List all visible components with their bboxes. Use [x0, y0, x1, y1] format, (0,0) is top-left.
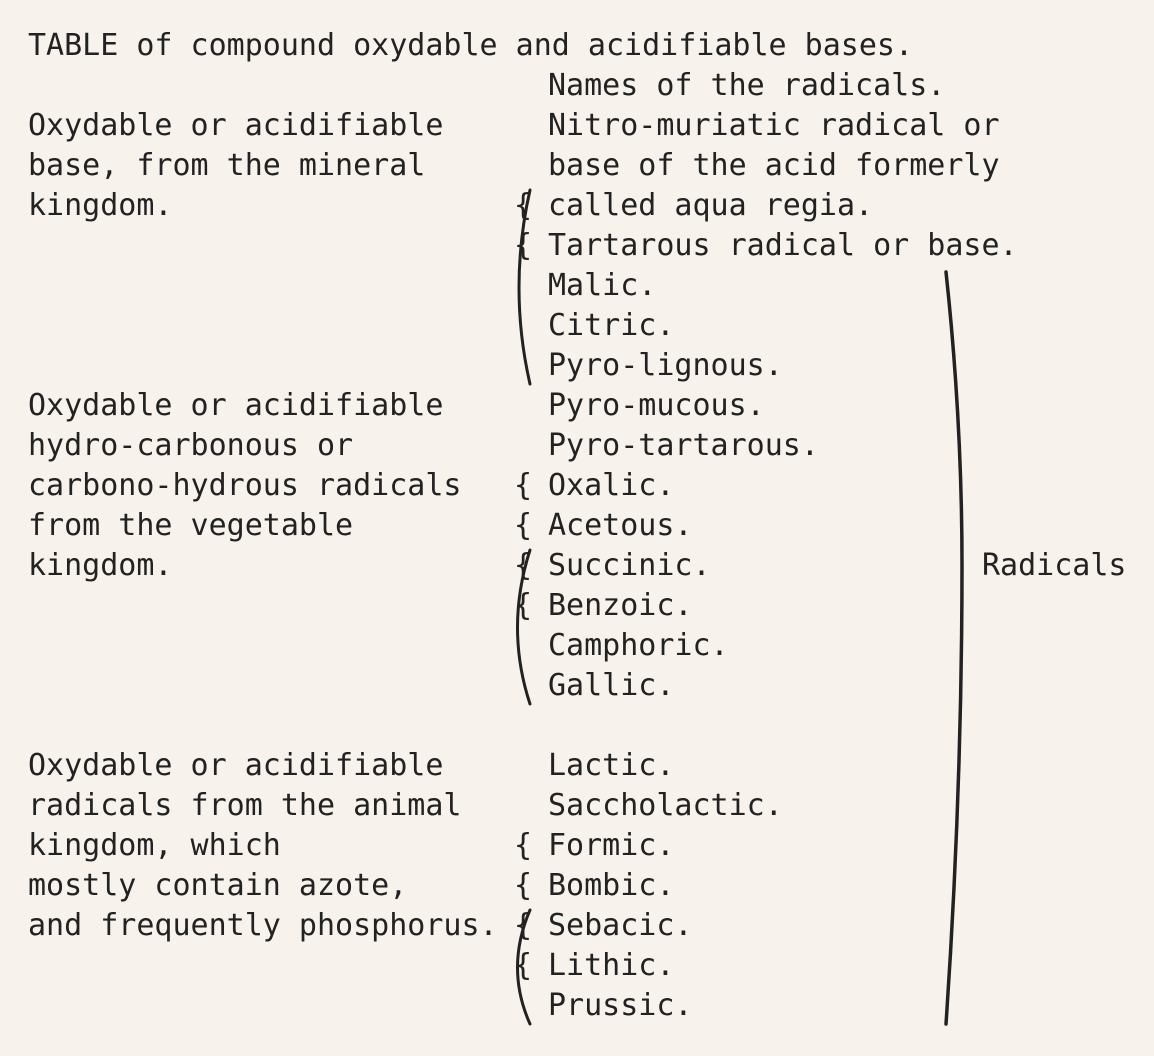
radicals-side-label: Radicals [982, 548, 1127, 583]
description-line: kingdom. [28, 548, 173, 583]
radical-name: Formic. [548, 828, 675, 863]
description-line: kingdom. [28, 188, 173, 223]
radical-name: Pyro-mucous. [548, 388, 765, 423]
radical-name: Nitro-muriatic radical or [548, 108, 1000, 143]
description-line: and frequently phosphorus. [28, 908, 498, 943]
mineral-brace: { { [514, 188, 533, 263]
radical-name: Benzoic. [548, 588, 693, 623]
mineral-paren-stroke [519, 190, 530, 384]
radical-name: Acetous. [548, 508, 693, 543]
radical-name: Tartarous radical or base. [548, 228, 1018, 263]
radical-name: Prussic. [548, 988, 693, 1023]
description-line: radicals from the animal [28, 788, 462, 823]
vegetable-brace: { { { { [514, 468, 533, 623]
radical-name: Citric. [548, 308, 675, 343]
radical-name: Oxalic. [548, 468, 675, 503]
description-line: Oxydable or acidifiable [28, 108, 444, 143]
description-line: hydro-carbonous or [28, 428, 354, 463]
description-line: kingdom, which [28, 828, 281, 863]
radical-name: Gallic. [548, 668, 675, 703]
description-line: base, from the mineral [28, 148, 426, 183]
radical-name: Malic. [548, 268, 657, 303]
radical-name: Lactic. [548, 748, 675, 783]
radical-name: Camphoric. [548, 628, 729, 663]
radical-name: Pyro-lignous. [548, 348, 783, 383]
description-line: mostly contain azote, [28, 868, 408, 903]
table-title: TABLE of compound oxydable and acidifiable bases. [28, 28, 914, 63]
animal-brace: { { { { [514, 828, 533, 983]
radical-name: Lithic. [548, 948, 675, 983]
animal-paren-stroke [518, 910, 531, 1024]
radical-name: Saccholactic. [548, 788, 783, 823]
radicals-right-bracket [946, 272, 962, 1024]
description-line: from the vegetable [28, 508, 354, 543]
radical-name: Bombic. [548, 868, 675, 903]
radical-name: called aqua regia. [548, 188, 874, 223]
description-line: carbono-hydrous radicals [28, 468, 462, 503]
vegetable-paren-stroke [518, 550, 531, 704]
radical-name: Succinic. [548, 548, 711, 583]
column-heading: Names of the radicals. [548, 68, 946, 103]
description-line: Oxydable or acidifiable [28, 748, 444, 783]
radical-name: Sebacic. [548, 908, 693, 943]
radical-name: Pyro-tartarous. [548, 428, 819, 463]
description-line: Oxydable or acidifiable [28, 388, 444, 423]
radical-name: base of the acid formerly [548, 148, 1000, 183]
